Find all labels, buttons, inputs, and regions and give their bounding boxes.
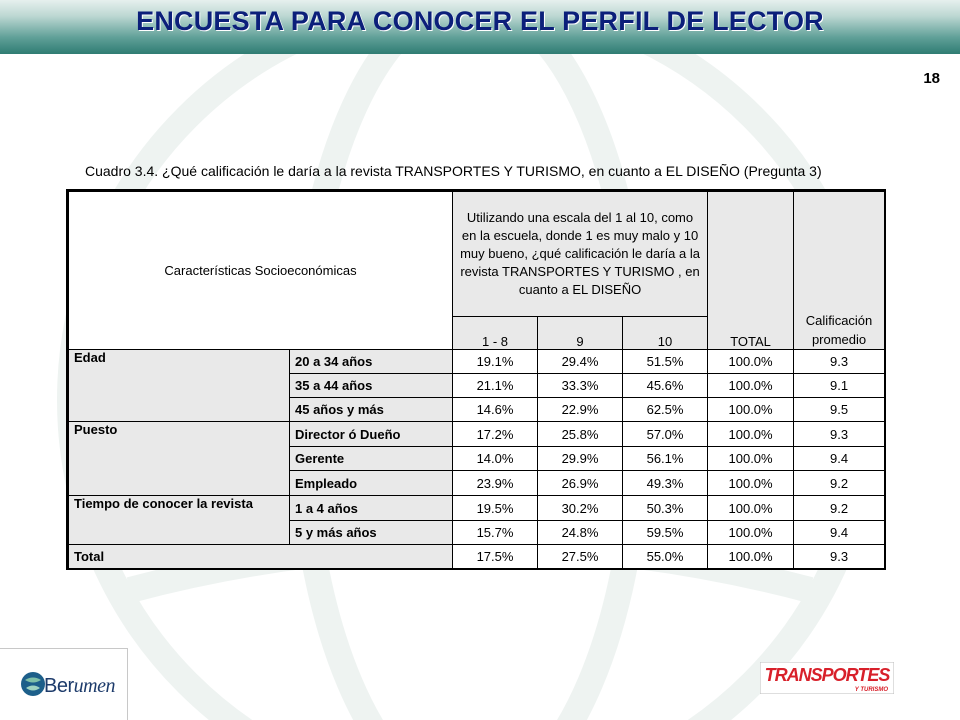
cell-1-8: 17.2%	[453, 422, 538, 447]
header-col-1-8: 1 - 8	[453, 317, 538, 350]
subcategory-label: 1 a 4 años	[290, 496, 453, 521]
cell-1-8: 21.1%	[453, 374, 538, 398]
cell-9: 27.5%	[538, 545, 623, 569]
cell-10: 49.3%	[623, 471, 708, 496]
cell-9: 26.9%	[538, 471, 623, 496]
cell-total: 100.0%	[708, 521, 794, 545]
berumen-wordmark-prefix: Ber	[44, 675, 74, 697]
berumen-wordmark-suffix: umen	[73, 675, 115, 697]
cell-total: 100.0%	[708, 545, 794, 569]
header-question: Utilizando una escala del 1 al 10, como en la escuela, donde 1 es muy malo y 10 muy bueno, ¿qué calificación le daría a la revista TRANSPORTES Y TURISMO , en cuanto a EL DISEÑO	[453, 192, 708, 317]
cell-average: 9.3	[794, 350, 885, 374]
table-row-total	[69, 545, 885, 569]
cell-average: 9.4	[794, 521, 885, 545]
subcategory-label: 35 a 44 años	[290, 374, 453, 398]
cell-10: 57.0%	[623, 422, 708, 447]
cell-total: 100.0%	[708, 374, 794, 398]
cell-10: 45.6%	[623, 374, 708, 398]
header-col-9: 9	[538, 317, 623, 350]
cell-9: 25.8%	[538, 422, 623, 447]
header-average: Calificación promedio	[794, 192, 885, 350]
cell-1-8: 15.7%	[453, 521, 538, 545]
cell-9: 22.9%	[538, 398, 623, 422]
svg-text:Y TURISMO: Y TURISMO	[854, 687, 888, 693]
header-col-10: 10	[623, 317, 708, 350]
cell-9: 30.2%	[538, 496, 623, 521]
cell-1-8: 14.0%	[453, 447, 538, 471]
svg-text:TRANSPORTES: TRANSPORTES	[764, 665, 890, 685]
transportes-logo	[760, 662, 894, 694]
cell-total: 100.0%	[708, 350, 794, 374]
table-frame	[66, 189, 886, 570]
cell-1-8: 14.6%	[453, 398, 538, 422]
cell-10: 50.3%	[623, 496, 708, 521]
cell-10: 55.0%	[623, 545, 708, 569]
cell-9: 24.8%	[538, 521, 623, 545]
subcategory-label: 45 años y más	[290, 398, 453, 422]
cell-total: 100.0%	[708, 398, 794, 422]
subcategory-label: 5 y más años	[290, 521, 453, 545]
category-label: Edad	[69, 350, 290, 422]
subcategory-label: 20 a 34 años	[290, 350, 453, 374]
subcategory-label: Empleado	[290, 471, 453, 496]
subcategory-label: Director ó Dueño	[290, 422, 453, 447]
cell-average: 9.1	[794, 374, 885, 398]
cell-10: 51.5%	[623, 350, 708, 374]
cell-average: 9.2	[794, 471, 885, 496]
page-number: 18	[923, 70, 940, 87]
table-row	[69, 350, 885, 374]
table-row	[69, 422, 885, 447]
table-row	[69, 496, 885, 521]
cell-total: 100.0%	[708, 422, 794, 447]
berumen-globe-icon	[20, 671, 46, 697]
cell-total: 100.0%	[708, 447, 794, 471]
cell-total: 100.0%	[708, 496, 794, 521]
cell-10: 62.5%	[623, 398, 708, 422]
cell-1-8: 19.1%	[453, 350, 538, 374]
category-label: Puesto	[69, 422, 290, 496]
cell-total: 100.0%	[708, 471, 794, 496]
cell-9: 29.4%	[538, 350, 623, 374]
total-label: Total	[69, 545, 453, 569]
header-total: TOTAL	[708, 192, 794, 350]
results-table	[68, 191, 885, 569]
header-characteristics: Características Socioeconómicas	[69, 192, 453, 350]
cell-average: 9.3	[794, 422, 885, 447]
cell-average: 9.3	[794, 545, 885, 569]
category-label: Tiempo de conocer la revista	[69, 496, 290, 545]
table-caption: Cuadro 3.4. ¿Qué calificación le daría a la revista TRANSPORTES Y TURISMO, en cuanto a EL DISEÑO (Pregunta 3)	[85, 163, 822, 179]
cell-1-8: 19.5%	[453, 496, 538, 521]
page-title: ENCUESTA PARA CONOCER EL PERFIL DE LECTOR	[136, 6, 824, 36]
berumen-wordmark	[44, 675, 115, 698]
subcategory-label: Gerente	[290, 447, 453, 471]
cell-9: 29.9%	[538, 447, 623, 471]
cell-average: 9.2	[794, 496, 885, 521]
cell-10: 56.1%	[623, 447, 708, 471]
cell-10: 59.5%	[623, 521, 708, 545]
cell-1-8: 23.9%	[453, 471, 538, 496]
cell-9: 33.3%	[538, 374, 623, 398]
berumen-logo	[0, 648, 128, 720]
cell-average: 9.5	[794, 398, 885, 422]
cell-1-8: 17.5%	[453, 545, 538, 569]
cell-average: 9.4	[794, 447, 885, 471]
